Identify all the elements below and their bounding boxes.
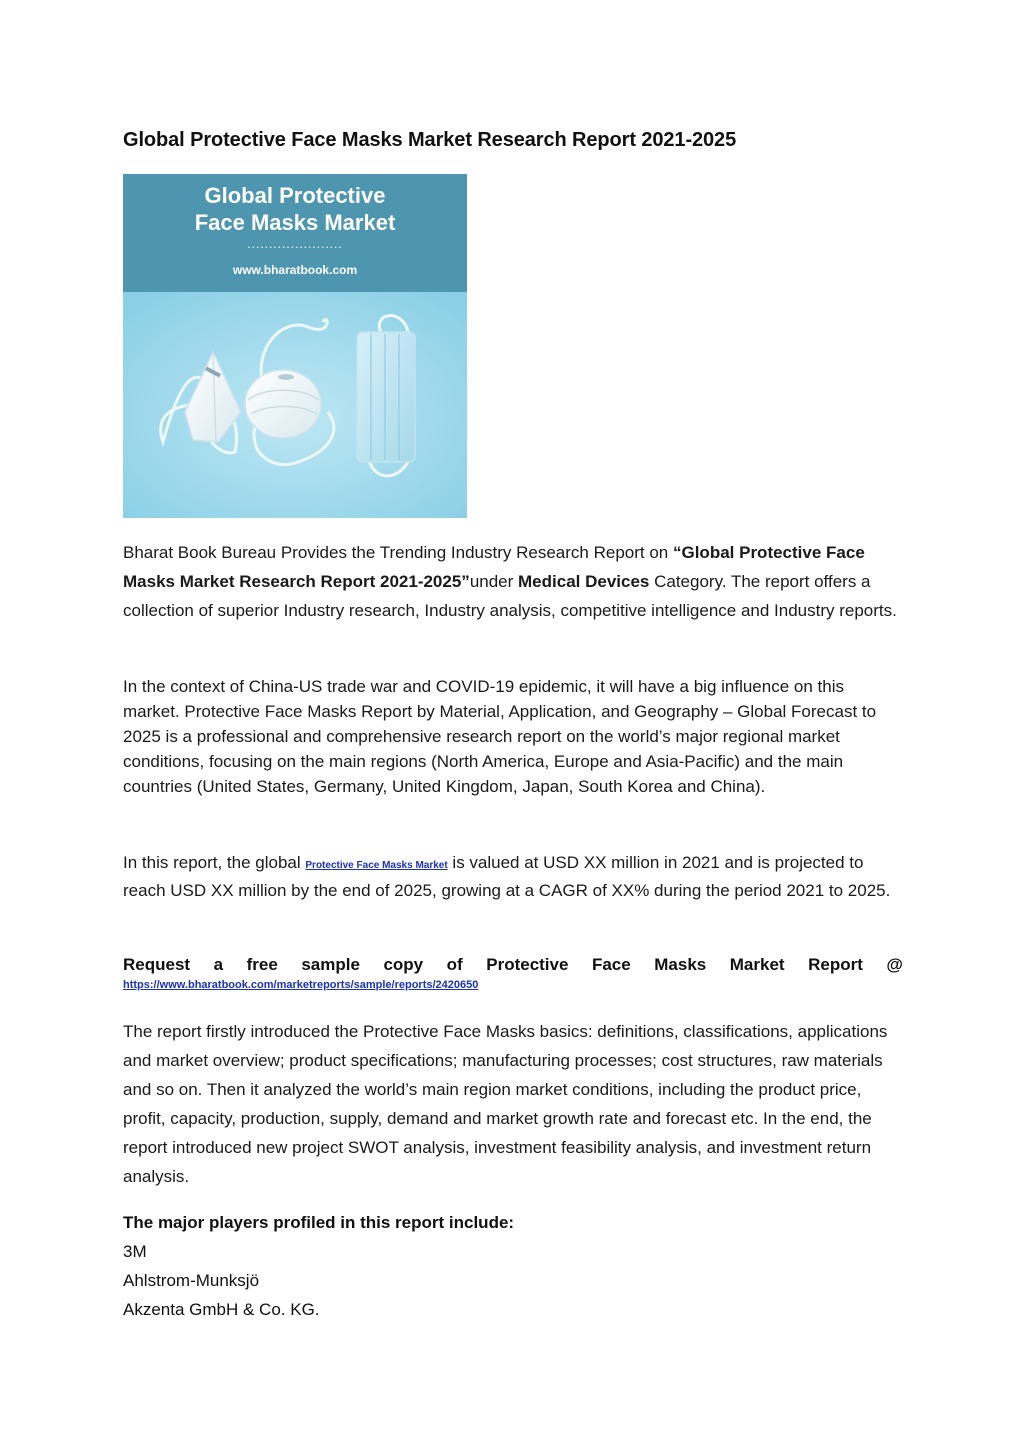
cover-dots: ...................... — [247, 237, 343, 251]
surgical-mask-icon — [357, 316, 415, 476]
intro-under: under — [469, 572, 519, 591]
market-link[interactable]: Protective Face Masks Market — [305, 860, 448, 871]
cover-title — [123, 182, 467, 236]
intro-paragraph — [123, 538, 903, 625]
value-before: In this report, the global — [123, 853, 306, 872]
players-list — [123, 1237, 320, 1324]
players-heading: The major players profiled in this report include: — [123, 1213, 515, 1232]
value-paragraph — [123, 850, 903, 903]
cover-title-line1: Global Protective — [204, 183, 386, 208]
cover-image — [123, 174, 467, 518]
intro-category: Medical Devices — [518, 572, 650, 591]
context-paragraph: In the context of China-US trade war and COVID-19 epidemic, it will have a big influence on this market. Protective Face Masks Report by Material, Application, and Geography – Global Forecast to 2025 is a professional and comprehensive research report on the world’s major regional market conditions, focusing on the main regions (North America, Europe and Asia-Pacific) and the main countries (United States, Germany, United Kingdom, Japan, South Korea and China). — [123, 677, 877, 796]
overview-paragraph: The report firstly introduced the Protective Face Masks basics: definitions, classifications, applications and market overview; product specifications; manufacturing processes; cost structures, raw materials and so on. Then it analyzed the world’s main region market conditions, including the product price, profit, capacity, production, supply, demand and market growth rate and forecast etc. In the end, the report introduced new project SWOT analysis, investment feasibility analysis, and investment return analysis. — [123, 1022, 888, 1186]
sample-request-text: Request a free sample copy of Protective Face Masks Market Report @ — [123, 955, 903, 974]
report-title: Global Protective Face Masks Market Research Report 2021-2025 — [123, 129, 737, 151]
player-item: Ahlstrom-Munksjö — [123, 1271, 260, 1290]
intro-rest: Category. The report offers a collection of superior Industry research, Industry analysis, competitive intelligence and Industry reports. — [123, 572, 897, 620]
sample-report-link[interactable]: https://www.bharatbook.com/marketreports/sample/reports/2420650 — [123, 979, 479, 991]
face-masks-illustration — [123, 292, 467, 518]
cover-url: www.bharatbook.com — [232, 263, 358, 277]
value-after: is valued at USD XX million in 2021 and is projected to reach USD XX million by the end of 2025, growing at a CAGR of XX% during the period 2021 to 2025. — [123, 853, 891, 900]
intro-lead: Bharat Book Bureau Provides the Trending Industry Research Report on — [123, 543, 673, 562]
cover-title-line2: Face Masks Market — [194, 210, 396, 235]
intro-report-name: “Global Protective Face Masks Market Research Report 2021-2025” — [123, 543, 865, 591]
player-item: 3M — [123, 1242, 147, 1261]
player-item: Akzenta GmbH & Co. KG. — [123, 1300, 320, 1319]
